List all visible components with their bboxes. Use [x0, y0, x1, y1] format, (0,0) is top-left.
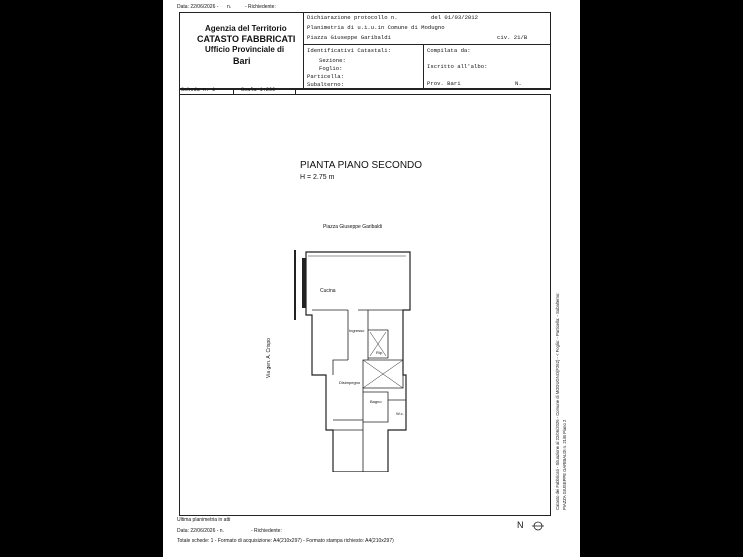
north-arrow-icon [529, 521, 547, 531]
scheda-number: Scheda n. 1 [181, 87, 216, 93]
side-address-note: PIAZZA GIUSEPPE GARIBALDI n. 21/B Piano 2 [562, 419, 567, 510]
civic-number: civ. 21/B [497, 34, 528, 41]
footer-totals: Totale schede: 1 - Formato di acquisizione: A4(210x297) - Formato stampa richiesto: A4(210x297) [177, 538, 394, 544]
footer-date: Data: 22/06/2026 - n. [177, 528, 224, 534]
requester-label: - Richiedente: [245, 4, 276, 10]
room-ingresso: Ingresso [349, 328, 365, 333]
registered-label: Iscritto all'albo: [427, 63, 488, 70]
footer-requester: - Richiedente: [251, 528, 282, 534]
print-date: Data: 22/06/2026 - [177, 4, 219, 10]
cadastral-ids-label: Identificativi Catastali: [307, 47, 391, 54]
scale: Scala 1:200 [241, 87, 276, 93]
particella-label: Particella: [307, 73, 344, 80]
floor-title: PIANTA PIANO SECONDO [300, 160, 423, 171]
last-planimetry: Ultima planimetria in atti [177, 517, 231, 523]
declaration-date: del 01/03/2012 [431, 14, 478, 21]
room-cucina: Cucina [320, 288, 336, 294]
agency-line-3: Ufficio Provinciale di [205, 45, 285, 54]
cadastral-sheet [163, 0, 580, 557]
floor-plan [288, 240, 423, 472]
room-ripostiglio: Rip. [376, 350, 384, 355]
address: Piazza Giuseppe Garibaldi [307, 34, 391, 41]
agency-line-1: Agenzia del Territorio [205, 24, 287, 33]
square-label: Piazza Giuseppe Garibaldi [323, 224, 383, 230]
n-label: N. [515, 80, 522, 87]
side-cadastral-note: Catasto dei Fabbricati - Situazione al 22/06/2026 - Comune di MODUGNO(F262) - < Foglio: - Particella: - Subalterno: [555, 292, 560, 510]
agency-line-2: CATASTO FABBRICATI [197, 34, 296, 44]
compiled-by-label: Compilata da: [427, 47, 471, 54]
print-number: n. [227, 4, 232, 10]
floor-height: H = 2.75 m [300, 174, 335, 181]
declaration-protocol: Dichiarazione protocollo n. [307, 14, 398, 21]
sezione-label: Sezione: [319, 57, 346, 64]
planimetry-line: Planimetria di u.i.u.in Comune di Modugno [307, 24, 445, 31]
street-label: Via gen. A. Crispo [266, 338, 272, 378]
north-label: N [517, 520, 524, 530]
foglio-label: Foglio: [319, 65, 343, 72]
province: Prov. Bari [427, 80, 461, 87]
room-disimpegno: Disimpegno [339, 380, 361, 385]
room-wc: W.c. [396, 411, 404, 416]
room-bagno: Bagno [370, 399, 382, 404]
agency-line-4: Bari [233, 56, 251, 66]
subalterno-label: Subalterno: [307, 81, 344, 88]
